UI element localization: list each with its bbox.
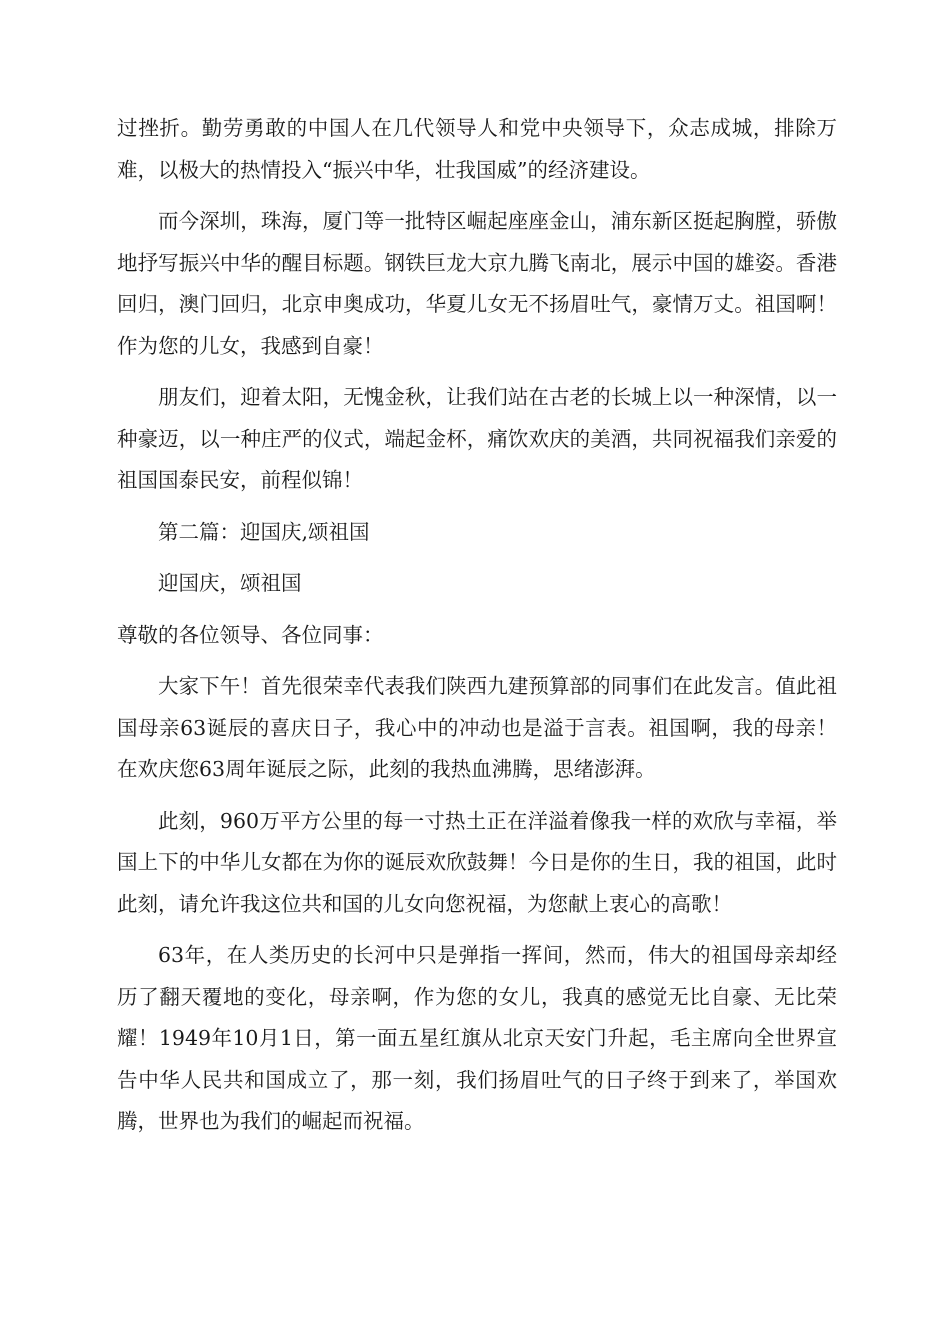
paragraph-continuation: 过挫折。勤劳勇敢的中国人在几代领导人和党中央领导下，众志成城，排除万难，以极大的热情投入“振兴中华，壮我国威”的经济建设。 xyxy=(117,116,837,182)
paragraph-this-moment: 此刻，960万平方公里的每一寸热土正在洋溢着像我一样的欢欣与幸福，举国上下的中华儿女都在为你的诞辰欢欣鼓舞！今日是你的生日，我的祖国，此时此刻，请允许我这位共和国的儿女向您祝福，为您献上衷心的高歌！ xyxy=(117,808,837,916)
paragraph-63-years: 63年，在人类历史的长河中只是弹指一挥间，然而，伟大的祖国母亲却经历了翻天覆地的变化，母亲啊，作为您的女儿，我真的感觉无比自豪、无比荣耀！1949年10月1日，第一面五星红旗从北京天安门升起，毛主席向全世界宣告中华人民共和国成立了，那一刻，我们扬眉吐气的日子终于到来了，举国欢腾，世界也为我们的崛起而祝福。 xyxy=(117,943,837,1133)
section-title: 迎国庆，颂祖国 xyxy=(158,571,302,595)
paragraph-greeting: 大家下午！首先很荣幸代表我们陕西九建预算部的同事们在此发言。值此祖国母亲63诞辰的喜庆日子，我心中的冲动也是溢于言表。祖国啊，我的母亲！在欢庆您63周年诞辰之际，此刻的我热血沸腾，思绪澎湃。 xyxy=(117,674,837,781)
section-heading: 第二篇：迎国庆,颂祖国 xyxy=(158,519,370,544)
salutation: 尊敬的各位领导、各位同事： xyxy=(117,622,384,647)
document-body xyxy=(117,108,837,1153)
paragraph-friends: 朋友们，迎着太阳，无愧金秋，让我们站在古老的长城上以一种深情，以一种豪迈，以一种庄严的仪式，端起金杯，痛饮欢庆的美酒，共同祝福我们亲爱的祖国国泰民安，前程似锦！ xyxy=(117,385,837,492)
paragraph-special-zones: 而今深圳，珠海，厦门等一批特区崛起座座金山，浦东新区挺起胸膛，骄傲地抒写振兴中华的醒目标题。钢铁巨龙大京九腾飞南北，展示中国的雄姿。香港回归，澳门回归，北京申奥成功，华夏儿女无不扬眉吐气，豪情万丈。祖国啊！作为您的儿女，我感到自豪！ xyxy=(117,209,837,358)
